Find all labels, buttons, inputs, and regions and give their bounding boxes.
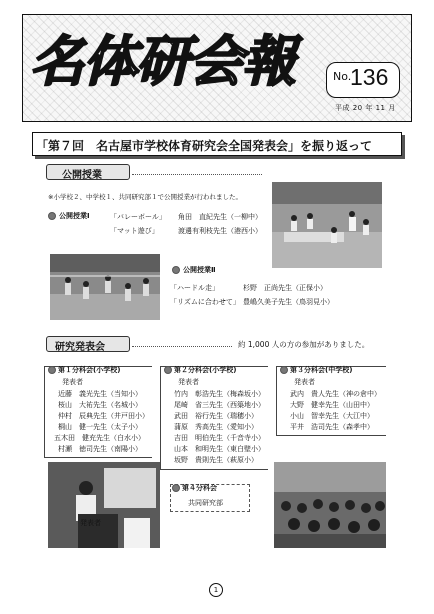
issue-date: 平成 20 年 11 月: [335, 104, 396, 112]
bullet-icon: [164, 366, 172, 374]
group1-person: 桜山 大祐先生（名城小）: [58, 401, 142, 409]
bullet-icon: [280, 366, 288, 374]
newsletter-title: 名体研会報: [30, 29, 295, 93]
session1-subject-1: 「バレーボール」: [110, 213, 166, 221]
podium-sign: 発表者: [80, 519, 101, 527]
group2-person: 蒲原 秀高先生（愛知小）: [174, 423, 258, 431]
issue-prefix: No.: [333, 70, 352, 83]
photo-mat-class: [272, 182, 382, 268]
group3-presenters-label: 発表者: [294, 378, 315, 386]
bullet-icon: [172, 484, 180, 492]
section-rule: [132, 346, 232, 347]
group3-person: 武内 貴人先生（神の倉中）: [290, 390, 381, 398]
group1-person: 近藤 義光先生（当知小）: [58, 390, 142, 398]
group2-person: 坂野 貴則先生（萩原小）: [174, 456, 258, 464]
section-tab-open-class-label: 公開授業: [62, 170, 102, 181]
group2-person: 吉田 明伯先生（千音寺小）: [174, 434, 265, 442]
attendance-note: 約 1,000 人の方の参加がありました。: [238, 340, 370, 349]
group1-person: 桐山 健一先生（太子小）: [58, 423, 142, 431]
group2-person: 尾崎 省三先生（西築地小）: [174, 401, 265, 409]
session1-teacher-2: 渡邊有利枝先生（港西小）: [178, 227, 262, 235]
bullet-icon: [172, 266, 180, 274]
session1-teacher-1: 角田 直紀先生（一柳中）: [178, 213, 262, 221]
section-rule: [132, 174, 262, 175]
photo-audience: [274, 462, 386, 548]
bullet-icon: [48, 366, 56, 374]
group1-presenters-label: 発表者: [62, 378, 83, 386]
session2-teacher-1: 杉野 正尚先生（正保小）: [243, 284, 327, 292]
session1-heading: 公開授業Ⅰ: [59, 212, 90, 220]
group1-heading: 第１分科会(小学校): [58, 366, 121, 374]
group2-person: 武田 裕行先生（瑞穂小）: [174, 412, 258, 420]
group3-heading: 第３分科会(中学校): [290, 366, 353, 374]
session2-subject-2: 「リズムに合わせて」: [170, 298, 240, 306]
group2-person: 山本 和明先生（東白壁小）: [174, 445, 265, 453]
session2-heading: 公開授業Ⅱ: [183, 266, 216, 274]
open-class-intro: ※小学校２、中学校１、共同研究部１で公開授業が行われました。: [48, 193, 242, 201]
group3-person: 小山 智幸先生（大江中）: [290, 412, 374, 420]
session2-teacher-2: 豊嶋久美子先生（鳥羽見小）: [243, 298, 334, 306]
section-tab-research-label: 研究発表会: [55, 342, 105, 353]
session2-subject-1: 「ハードル走」: [170, 284, 219, 292]
group3-person: 大野 健幸先生（山田中）: [290, 401, 374, 409]
group1-person: 仲村 辰典先生（井戸田小）: [58, 412, 149, 420]
group2-heading: 第２分科会(小学校): [174, 366, 237, 374]
page-number: 1: [209, 583, 223, 597]
session1-subject-2: 「マット遊び」: [110, 227, 159, 235]
photo-volleyball-class: [50, 254, 160, 320]
photo-presenter: [48, 462, 160, 548]
headline: 「第７回 名古屋市学校体育研究会全国発表会」を振り返って: [36, 139, 373, 153]
group4-heading: 第４分科会: [182, 484, 217, 492]
group3-person: 平井 浩司先生（森孝中）: [290, 423, 374, 431]
group1-person: 五木田 健充先生（白水小）: [54, 434, 145, 442]
group4-person: 共同研究部: [188, 499, 223, 507]
group1-person: 村瀬 徳司先生（南陽小）: [58, 445, 142, 453]
bullet-icon: [48, 212, 56, 220]
issue-number: 136: [350, 64, 389, 90]
group2-presenters-label: 発表者: [178, 378, 199, 386]
group2-person: 竹内 彰浩先生（梅森坂小）: [174, 390, 265, 398]
